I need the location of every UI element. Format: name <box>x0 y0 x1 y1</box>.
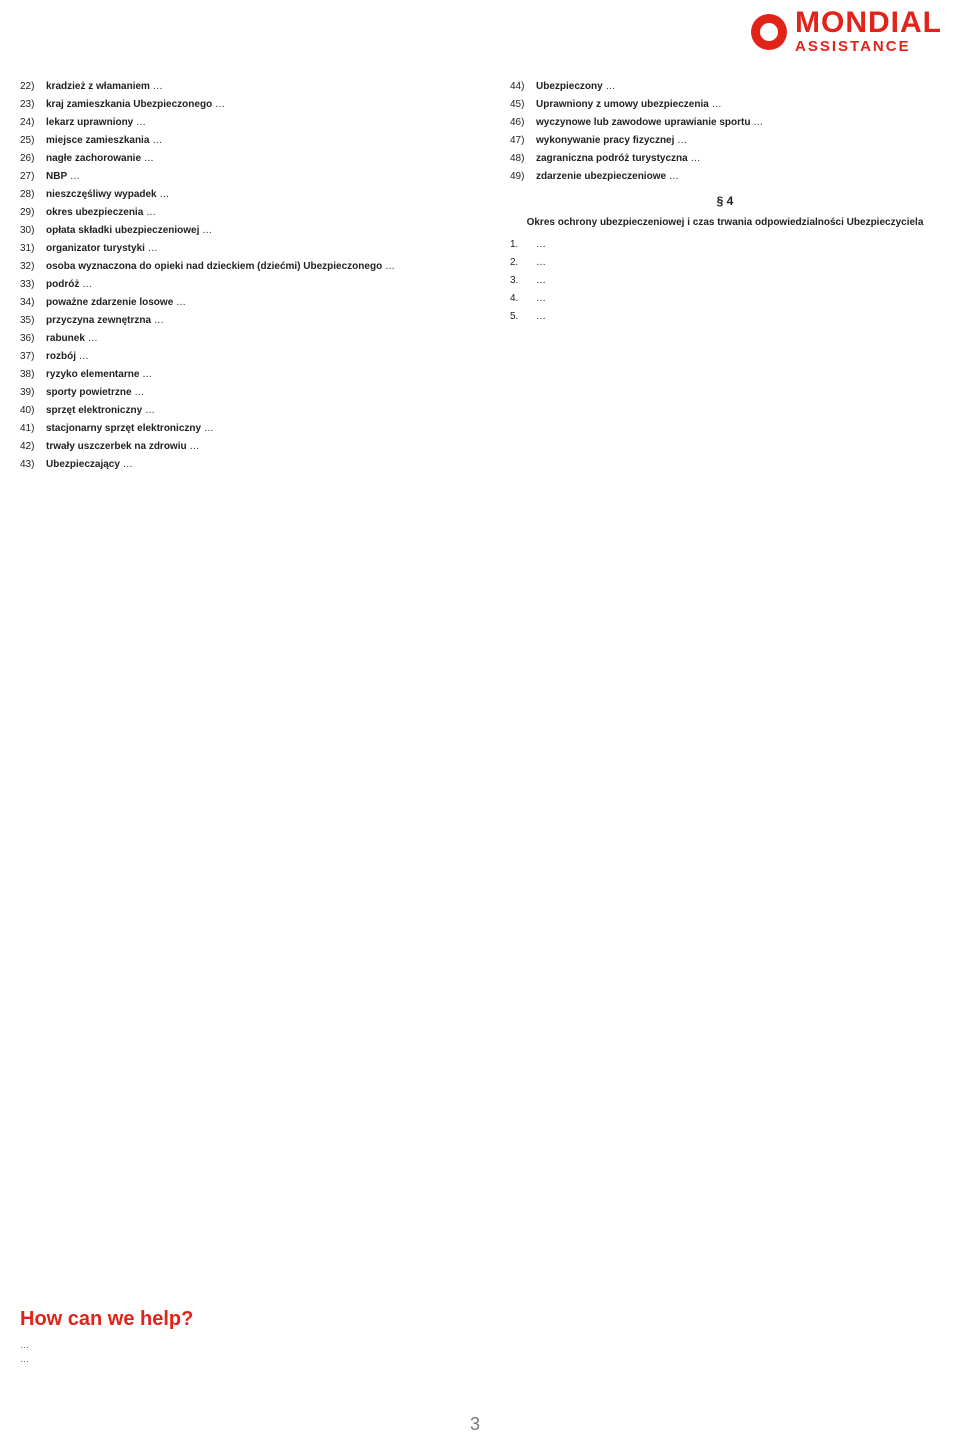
item-body <box>536 134 940 148</box>
item-text: … <box>134 387 145 398</box>
item-text: … <box>152 135 163 146</box>
item-number: 35) <box>20 315 35 326</box>
item-term: wykonywanie pracy fizycznej <box>536 135 675 146</box>
item-text: … <box>536 275 546 286</box>
list-item <box>20 314 450 328</box>
list-item <box>510 80 940 94</box>
item-text: … <box>214 99 225 110</box>
item-body <box>46 188 450 202</box>
left-column <box>20 80 450 476</box>
item-number: 34) <box>20 297 35 308</box>
list-item <box>20 260 450 274</box>
item-number: 31) <box>20 243 35 254</box>
item-number: 2. <box>510 257 519 268</box>
item-text: … <box>82 279 93 290</box>
item-body <box>46 314 450 328</box>
item-number: 46) <box>510 117 525 128</box>
item-text: … <box>136 117 147 128</box>
footer <box>20 1338 940 1366</box>
list-item <box>20 332 450 346</box>
item-body <box>46 80 450 94</box>
item-number: 29) <box>20 207 35 218</box>
item-text: … <box>605 81 616 92</box>
item-body <box>46 332 450 346</box>
item-term: zagraniczna podróż turystyczna <box>536 153 688 164</box>
item-body <box>536 292 940 306</box>
item-number: 23) <box>20 99 35 110</box>
item-text: … <box>78 351 89 362</box>
list-item <box>20 134 450 148</box>
list-item <box>20 278 450 292</box>
list-item <box>510 256 940 270</box>
item-body <box>46 152 450 166</box>
item-term: okres ubezpieczenia <box>46 207 144 218</box>
item-term: rabunek <box>46 333 85 344</box>
item-text: … <box>202 225 213 236</box>
section-subtitle: Okres ochrony ubezpieczeniowej i czas trwania odpowiedzialności Ubezpieczyciela <box>526 217 924 228</box>
item-number: 36) <box>20 333 35 344</box>
item-number: 28) <box>20 189 35 200</box>
list-item <box>20 404 450 418</box>
list-item <box>20 368 450 382</box>
item-body <box>536 274 940 288</box>
item-number: 39) <box>20 387 35 398</box>
item-text: … <box>536 311 546 322</box>
item-term: NBP <box>46 171 68 182</box>
item-text: … <box>69 171 80 182</box>
item-body <box>46 134 450 148</box>
item-term: sprzęt elektroniczny <box>46 405 143 416</box>
list-item <box>20 80 450 94</box>
item-body <box>46 242 450 256</box>
item-number: 4. <box>510 293 519 304</box>
list-item <box>20 242 450 256</box>
item-term: nieszczęśliwy wypadek <box>46 189 157 200</box>
list-item <box>510 152 940 166</box>
item-number: 42) <box>20 441 35 452</box>
list-item <box>20 350 450 364</box>
item-number: 32) <box>20 261 35 272</box>
item-number: 40) <box>20 405 35 416</box>
item-number: 27) <box>20 171 35 182</box>
list-item <box>510 170 940 184</box>
item-term: miejsce zamieszkania <box>46 135 150 146</box>
item-body <box>536 170 940 184</box>
header <box>0 0 960 60</box>
item-body <box>46 386 450 400</box>
item-text: … <box>690 153 701 164</box>
item-body <box>46 440 450 454</box>
item-body <box>536 256 940 270</box>
item-text: … <box>152 81 163 92</box>
item-text: … <box>536 239 546 250</box>
item-term: Uprawniony z umowy ubezpieczenia <box>536 99 709 110</box>
item-number: 30) <box>20 225 35 236</box>
page-number: 3 <box>470 1414 481 1434</box>
item-text: … <box>143 153 154 164</box>
item-number: 1. <box>510 239 519 250</box>
item-body <box>46 98 450 112</box>
list-item <box>20 152 450 166</box>
item-term: sporty powietrzne <box>46 387 132 398</box>
item-number: 25) <box>20 135 35 146</box>
logo <box>751 8 942 55</box>
logo-icon <box>751 14 787 50</box>
item-text: … <box>753 117 764 128</box>
section-title: § 4 <box>716 194 734 208</box>
logo-main: MONDIAL <box>795 6 942 39</box>
item-text: … <box>203 423 214 434</box>
item-text: … <box>711 99 722 110</box>
item-term: organizator turystyki <box>46 243 145 254</box>
item-body <box>46 206 450 220</box>
footer-line-1: … <box>20 1340 29 1350</box>
item-number: 47) <box>510 135 525 146</box>
logo-sub: ASSISTANCE <box>795 38 911 55</box>
item-number: 22) <box>20 81 35 92</box>
item-term: poważne zdarzenie losowe <box>46 297 174 308</box>
item-text: … <box>153 315 164 326</box>
list-item <box>20 188 450 202</box>
item-term: podróż <box>46 279 80 290</box>
list-item <box>20 440 450 454</box>
item-number: 24) <box>20 117 35 128</box>
list-item <box>510 134 940 148</box>
item-term: rozbój <box>46 351 76 362</box>
item-text: … <box>176 297 187 308</box>
item-text: … <box>87 333 98 344</box>
item-text: … <box>144 405 155 416</box>
list-item <box>510 98 940 112</box>
item-text: … <box>536 257 546 268</box>
item-term: opłata składki ubezpieczeniowej <box>46 225 200 236</box>
item-text: … <box>159 189 170 200</box>
list-item <box>20 98 450 112</box>
item-number: 45) <box>510 99 525 110</box>
item-term: nagłe zachorowanie <box>46 153 142 164</box>
item-text: … <box>668 171 679 182</box>
item-term: zdarzenie ubezpieczeniowe <box>536 171 667 182</box>
item-body <box>46 368 450 382</box>
item-number: 41) <box>20 423 35 434</box>
item-term: osoba wyznaczona do opieki nad dzieckiem (dziećmi) Ubezpieczonego <box>46 261 383 272</box>
item-body <box>536 152 940 166</box>
item-body <box>46 116 450 130</box>
item-number: 5. <box>510 311 519 322</box>
item-body <box>46 260 450 274</box>
list-item <box>20 206 450 220</box>
item-number: 49) <box>510 171 525 182</box>
how-we-help-heading: How can we help? <box>20 1308 194 1330</box>
item-number: 33) <box>20 279 35 290</box>
item-text: … <box>189 441 200 452</box>
item-number: 43) <box>20 459 35 470</box>
item-number: 3. <box>510 275 519 286</box>
item-body <box>46 350 450 364</box>
item-text: … <box>384 261 395 272</box>
list-item <box>510 116 940 130</box>
item-body <box>536 310 940 324</box>
item-text: … <box>146 207 157 218</box>
item-text: … <box>122 459 133 470</box>
item-term: Ubezpieczający <box>46 459 120 470</box>
item-body <box>46 170 450 184</box>
item-term: przyczyna zewnętrzna <box>46 315 152 326</box>
item-body <box>46 458 450 472</box>
item-body <box>536 80 940 94</box>
item-body <box>46 278 450 292</box>
item-body <box>46 422 450 436</box>
item-body <box>536 98 940 112</box>
item-body <box>536 238 940 252</box>
list-item <box>510 238 940 252</box>
item-text: … <box>142 369 153 380</box>
list-item <box>510 310 940 324</box>
item-term: ryzyko elementarne <box>46 369 140 380</box>
item-number: 38) <box>20 369 35 380</box>
list-item <box>20 458 450 472</box>
item-term: trwały uszczerbek na zdrowiu <box>46 441 187 452</box>
list-item <box>510 274 940 288</box>
item-body <box>536 116 940 130</box>
item-body <box>46 296 450 310</box>
item-term: stacjonarny sprzęt elektroniczny <box>46 423 202 434</box>
item-number: 48) <box>510 153 525 164</box>
list-item <box>20 422 450 436</box>
item-term: lekarz uprawniony <box>46 117 134 128</box>
item-body <box>46 404 450 418</box>
item-number: 26) <box>20 153 35 164</box>
list-item <box>20 386 450 400</box>
item-term: wyczynowe lub zawodowe uprawianie sportu <box>536 117 751 128</box>
item-body <box>46 224 450 238</box>
list-item <box>510 292 940 306</box>
item-number: 44) <box>510 81 525 92</box>
item-term: Ubezpieczony <box>536 81 603 92</box>
list-item <box>20 116 450 130</box>
footer-line-2: … <box>20 1354 29 1364</box>
list-item <box>20 296 450 310</box>
list-item <box>20 170 450 184</box>
item-text: … <box>147 243 158 254</box>
item-number: 37) <box>20 351 35 362</box>
item-text: … <box>677 135 688 146</box>
item-text: … <box>536 293 546 304</box>
item-term: kradzież z włamaniem <box>46 81 150 92</box>
right-column <box>510 80 940 328</box>
list-item <box>20 224 450 238</box>
item-term: kraj zamieszkania Ubezpieczonego <box>46 99 213 110</box>
